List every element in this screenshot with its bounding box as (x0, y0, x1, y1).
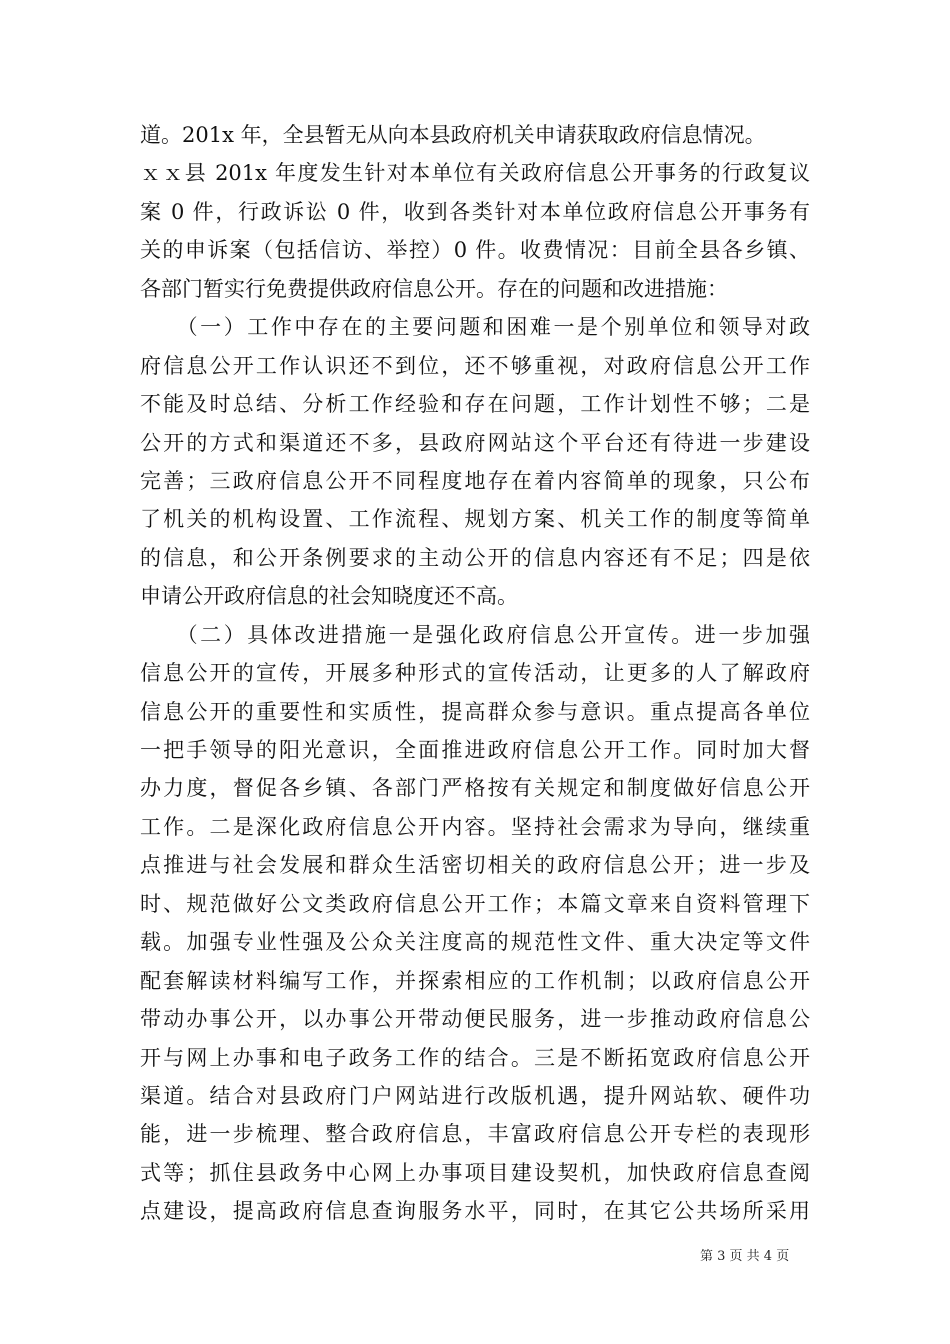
text-line: 配套解读材料编写工作，并探索相应的工作机制；以政府信息公开 (140, 968, 810, 993)
text-line: 申请公开政府信息的社会知晓度还不高。 (140, 584, 518, 609)
text-line: 信息公开的宣传，开展多种形式的宣传活动，让更多的人了解政府 (140, 661, 810, 686)
text-line: 关的申诉案（包括信访、举控）0 件。收费情况：目前全县各乡镇、 (140, 238, 810, 263)
text-line: 点推进与社会发展和群众生活密切相关的政府信息公开；进一步及 (140, 853, 810, 878)
text-line: 不能及时总结、分析工作经验和存在问题，工作计划性不够；二是 (140, 392, 810, 417)
text-line: 府信息公开工作认识还不到位，还不够重视，对政府信息公开工作 (140, 353, 810, 378)
text-line: （一）工作中存在的主要问题和困难一是个别单位和领导对政 (140, 315, 810, 340)
text-line: 式等；抓住县政务中心网上办事项目建设契机，加快政府信息查阅 (140, 1160, 810, 1185)
text-line: 信息公开的重要性和实质性，提高群众参与意识。重点提高各单位 (140, 699, 810, 724)
text-line: 能，进一步梳理、整合政府信息，丰富政府信息公开专栏的表现形 (140, 1122, 810, 1147)
text-line: 渠道。结合对县政府门户网站进行改版机遇，提升网站软、硬件功 (140, 1083, 810, 1108)
text-line: 完善；三政府信息公开不同程度地存在着内容简单的现象，只公布 (140, 468, 810, 493)
text-line: 案 0 件，行政诉讼 0 件，收到各类针对本单位政府信息公开事务有 (140, 199, 810, 224)
text-line: 点建设，提高政府信息查询服务水平，同时，在其它公共场所采用 (140, 1199, 810, 1224)
page-number: 第 3 页 共 4 页 (700, 1249, 790, 1264)
document-body (140, 116, 810, 1231)
text-line: 开与网上办事和电子政务工作的结合。三是不断拓宽政府信息公开 (140, 1045, 810, 1070)
text-line: （二）具体改进措施一是强化政府信息公开宣传。进一步加强 (140, 622, 810, 647)
text-line: 的信息，和公开条例要求的主动公开的信息内容还有不足；四是依 (140, 545, 810, 570)
text-line: 了机关的机构设置、工作流程、规划方案、机关工作的制度等简单 (140, 507, 810, 532)
text-line: 工作。二是深化政府信息公开内容。坚持社会需求为导向，继续重 (140, 814, 810, 839)
text-line: 各部门暂实行免费提供政府信息公开。存在的问题和改进措施： (140, 276, 728, 301)
text-line: 办力度，督促各乡镇、各部门严格按有关规定和制度做好信息公开 (140, 776, 810, 801)
text-line: 道。201x 年，全县暂无从向本县政府机关申请获取政府信息情况。 (140, 123, 766, 147)
text-line: 一把手领导的阳光意识，全面推进政府信息公开工作。同时加大督 (140, 738, 810, 762)
text-line: 时、规范做好公文类政府信息公开工作；本篇文章来自资料管理下 (140, 891, 810, 916)
text-line: 公开的方式和渠道还不多，县政府网站这个平台还有待进一步建设 (140, 430, 810, 455)
text-line: 带动办事公开，以办事公开带动便民服务，进一步推动政府信息公 (140, 1007, 810, 1032)
text-line: ｘｘ县 201x 年度发生针对本单位有关政府信息公开事务的行政复议 (140, 161, 810, 186)
text-line: 载。加强专业性强及公众关注度高的规范性文件、重大决定等文件 (140, 930, 810, 955)
